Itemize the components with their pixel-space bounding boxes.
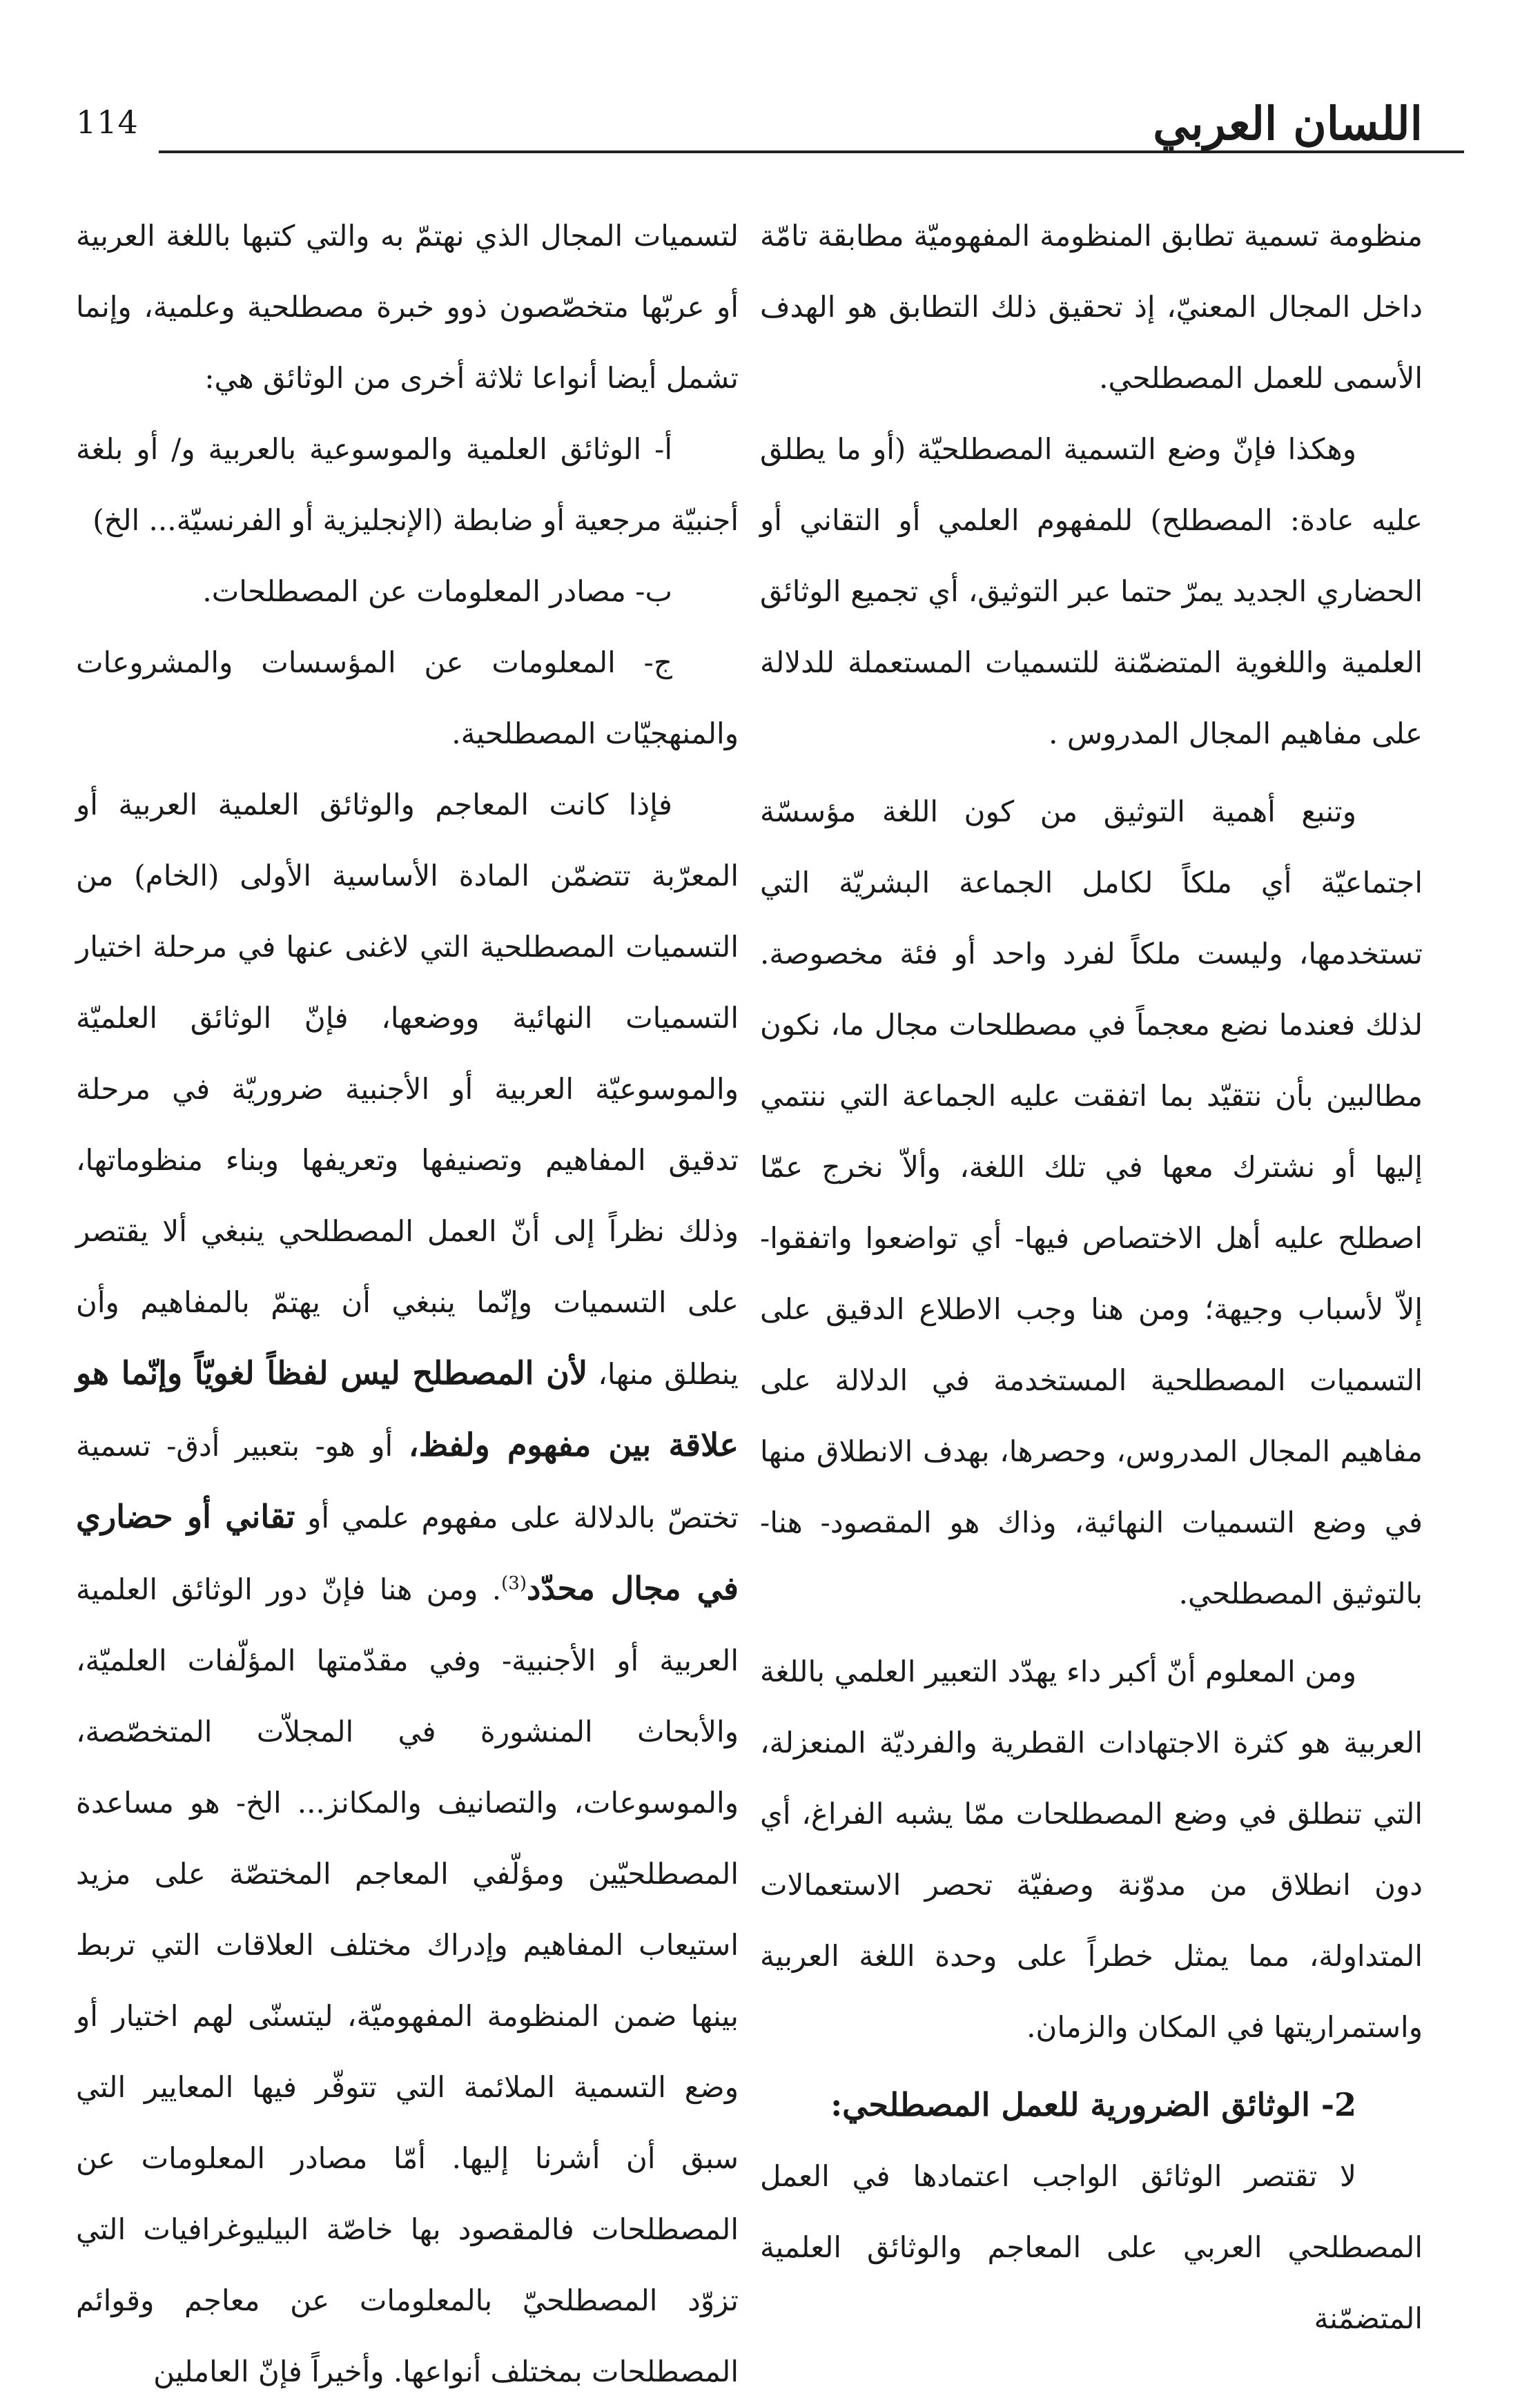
- footnote-reference: (3): [501, 1573, 527, 1594]
- paragraph: ومن المعلوم أنّ أكبر داء يهدّد التعبير العلمي باللغة العربية هو كثرة الاجتهادات القطرية والفرديّة المنعزلة، التي تنطلق في وضع المصطلحات ممّا يشبه الفراغ، أي دون انطلاق من مدوّنة وصفيّة تحصر الاستعمالات المتداولة، مما يمثل خطراً على وحدة اللغة العربية واستمراريتها في المكان والزمان.: [760, 1655, 1423, 2044]
- paragraph: لتسميات المجال الذي نهتمّ به والتي كتبها باللغة العربية أو عربّها متخصّصون ذوو خبرة مصطلحية وعلمية، وإنما تشمل أيضا أنواعا ثلاثة أخرى من الوثائق هي:: [76, 219, 739, 395]
- bold-definition: لأن المصطلح ليس لفظاً لغويّاً وإنّما هو علاقة بين مفهوم ولفظ،: [76, 1354, 739, 1463]
- paragraph-text: . ومن هنا فإنّ دور الوثائق العلمية العربية أو الأجنبية- وفي مقدّمتها المؤلّفات العلميّة، والأبحاث المنشورة في المجلاّت المتخصّصة، والموسوعات، والتصانيف والمكانز... الخ- هو مساعدة المصطلحيّين ومؤلّفي المعاجم المختصّة على مزيد استيعاب المفاهيم وإدراك مختلف العلاقات التي تربط بينها ضمن المنظومة المفهوميّة، ليتسنّى لهم اختيار أو وضع التسمية الملائمة التي تتوفّر فيها المعايير التي سبق أن أشرنا إليها. أمّا مصادر المعلومات عن المصطلحات فالمقصود بها خاصّة البيليوغرافيات التي تزوّد المصطلحيّ بالمعلومات عن معاجم وقوائم المصطلحات بمختلف أنواعها. وأخيراً فإنّ العاملين: [76, 1572, 739, 2388]
- left-column: [76, 200, 739, 2407]
- paragraph: لا تقتصر الوثائق الواجب اعتمادها في العمل المصطلحي العربي على المعاجم والوثائق العلمية المتضمّنة: [760, 2159, 1423, 2335]
- paragraph-text: فإذا كانت المعاجم والوثائق العلمية العربية أو المعرّبة تتضمّن المادة الأساسية الأولى (الخام) من التسميات المصطلحية التي لاغنى عنها في مرحلة اختيار التسميات النهائية ووضعها، فإنّ الوثائق العلميّة والموسوعيّة العربية أو الأجنبية ضروريّة في مرحلة تدقيق المفاهيم وتصنيفها وتعريفها وبناء منظوماتها، وذلك نظراً إلى أنّ العمل المصطلحي ينبغي ألا يقتصر على التسميات وإنّما ينبغي أن يهتمّ بالمفاهيم وأن ينطلق منها،: [76, 788, 739, 1391]
- bold-definition: تقاني أو حضاري في مجال محدّد: [76, 1498, 739, 1607]
- section-heading: 2- الوثائق الضرورية للعمل المصطلحي:: [830, 2086, 1356, 2123]
- paragraph: وتنبع أهمية التوثيق من كون اللغة مؤسسّة اجتماعيّة أي ملكاً لكامل الجماعة البشريّة التي تستخدمها، وليست ملكاً لفرد واحد أو فئة مخصوصة. لذلك فعندما نضع معجماً في مصطلحات مجال ما، نكون مطالبين بأن نتقيّد بما اتفقت عليه الجماعة التي ننتمي إليها أو نشترك معها في تلك اللغة، وألاّ نخرج عمّا اصطلح عليه أهل الاختصاص فيها- أي تواضعوا واتفقوا- إلاّ لأسباب وجيهة؛ ومن هنا وجب الاطلاع الدقيق على التسميات المصطلحية المستخدمة في الدلالة على مفاهيم المجال المدروس، وحصرها، بهدف الانطلاق منها في وضع التسميات النهائية، وذاك هو المقصود- هنا- بالتوثيق المصطلحي.: [760, 795, 1423, 1610]
- list-item: ب- مصادر المعلومات عن المصطلحات.: [202, 574, 672, 608]
- right-column: [760, 200, 1423, 2354]
- list-item: أ- الوثائق العلمية والموسوعية بالعربية و/ أو بلغة أجنبيّة مرجعية أو ضابطة (الإنجليزية أو الفرنسيّة... الخ): [76, 432, 739, 537]
- paragraph: وهكذا فإنّ وضع التسمية المصطلحيّة (أو ما يطلق عليه عادة: المصطلح) للمفهوم العلمي أو التقاني أو الحضاري الجديد يمرّ حتما عبر التوثيق، أي تجميع الوثائق العلمية واللغوية المتضمّنة للتسميات المستعملة للدلالة على مفاهيم المجال المدروس .: [760, 432, 1423, 750]
- paragraph: منظومة تسمية تطابق المنظومة المفهوميّة مطابقة تامّة داخل المجال المعنيّ، إذ تحقيق ذلك التطابق هو الهدف الأسمى للعمل المصطلحي.: [760, 219, 1423, 395]
- journal-name: اللسان العربي: [1153, 97, 1423, 150]
- paragraph-text: أو هو- بتعبير أدق- تسمية تختصّ بالدلالة على مفهوم علمي أو: [76, 1429, 739, 1534]
- paragraph: [76, 769, 739, 2407]
- page-number: 114: [76, 104, 139, 141]
- list-item: ج- المعلومات عن المؤسسات والمشروعات والمنهجيّات المصطلحية.: [76, 645, 739, 750]
- header-rule: [159, 150, 1464, 153]
